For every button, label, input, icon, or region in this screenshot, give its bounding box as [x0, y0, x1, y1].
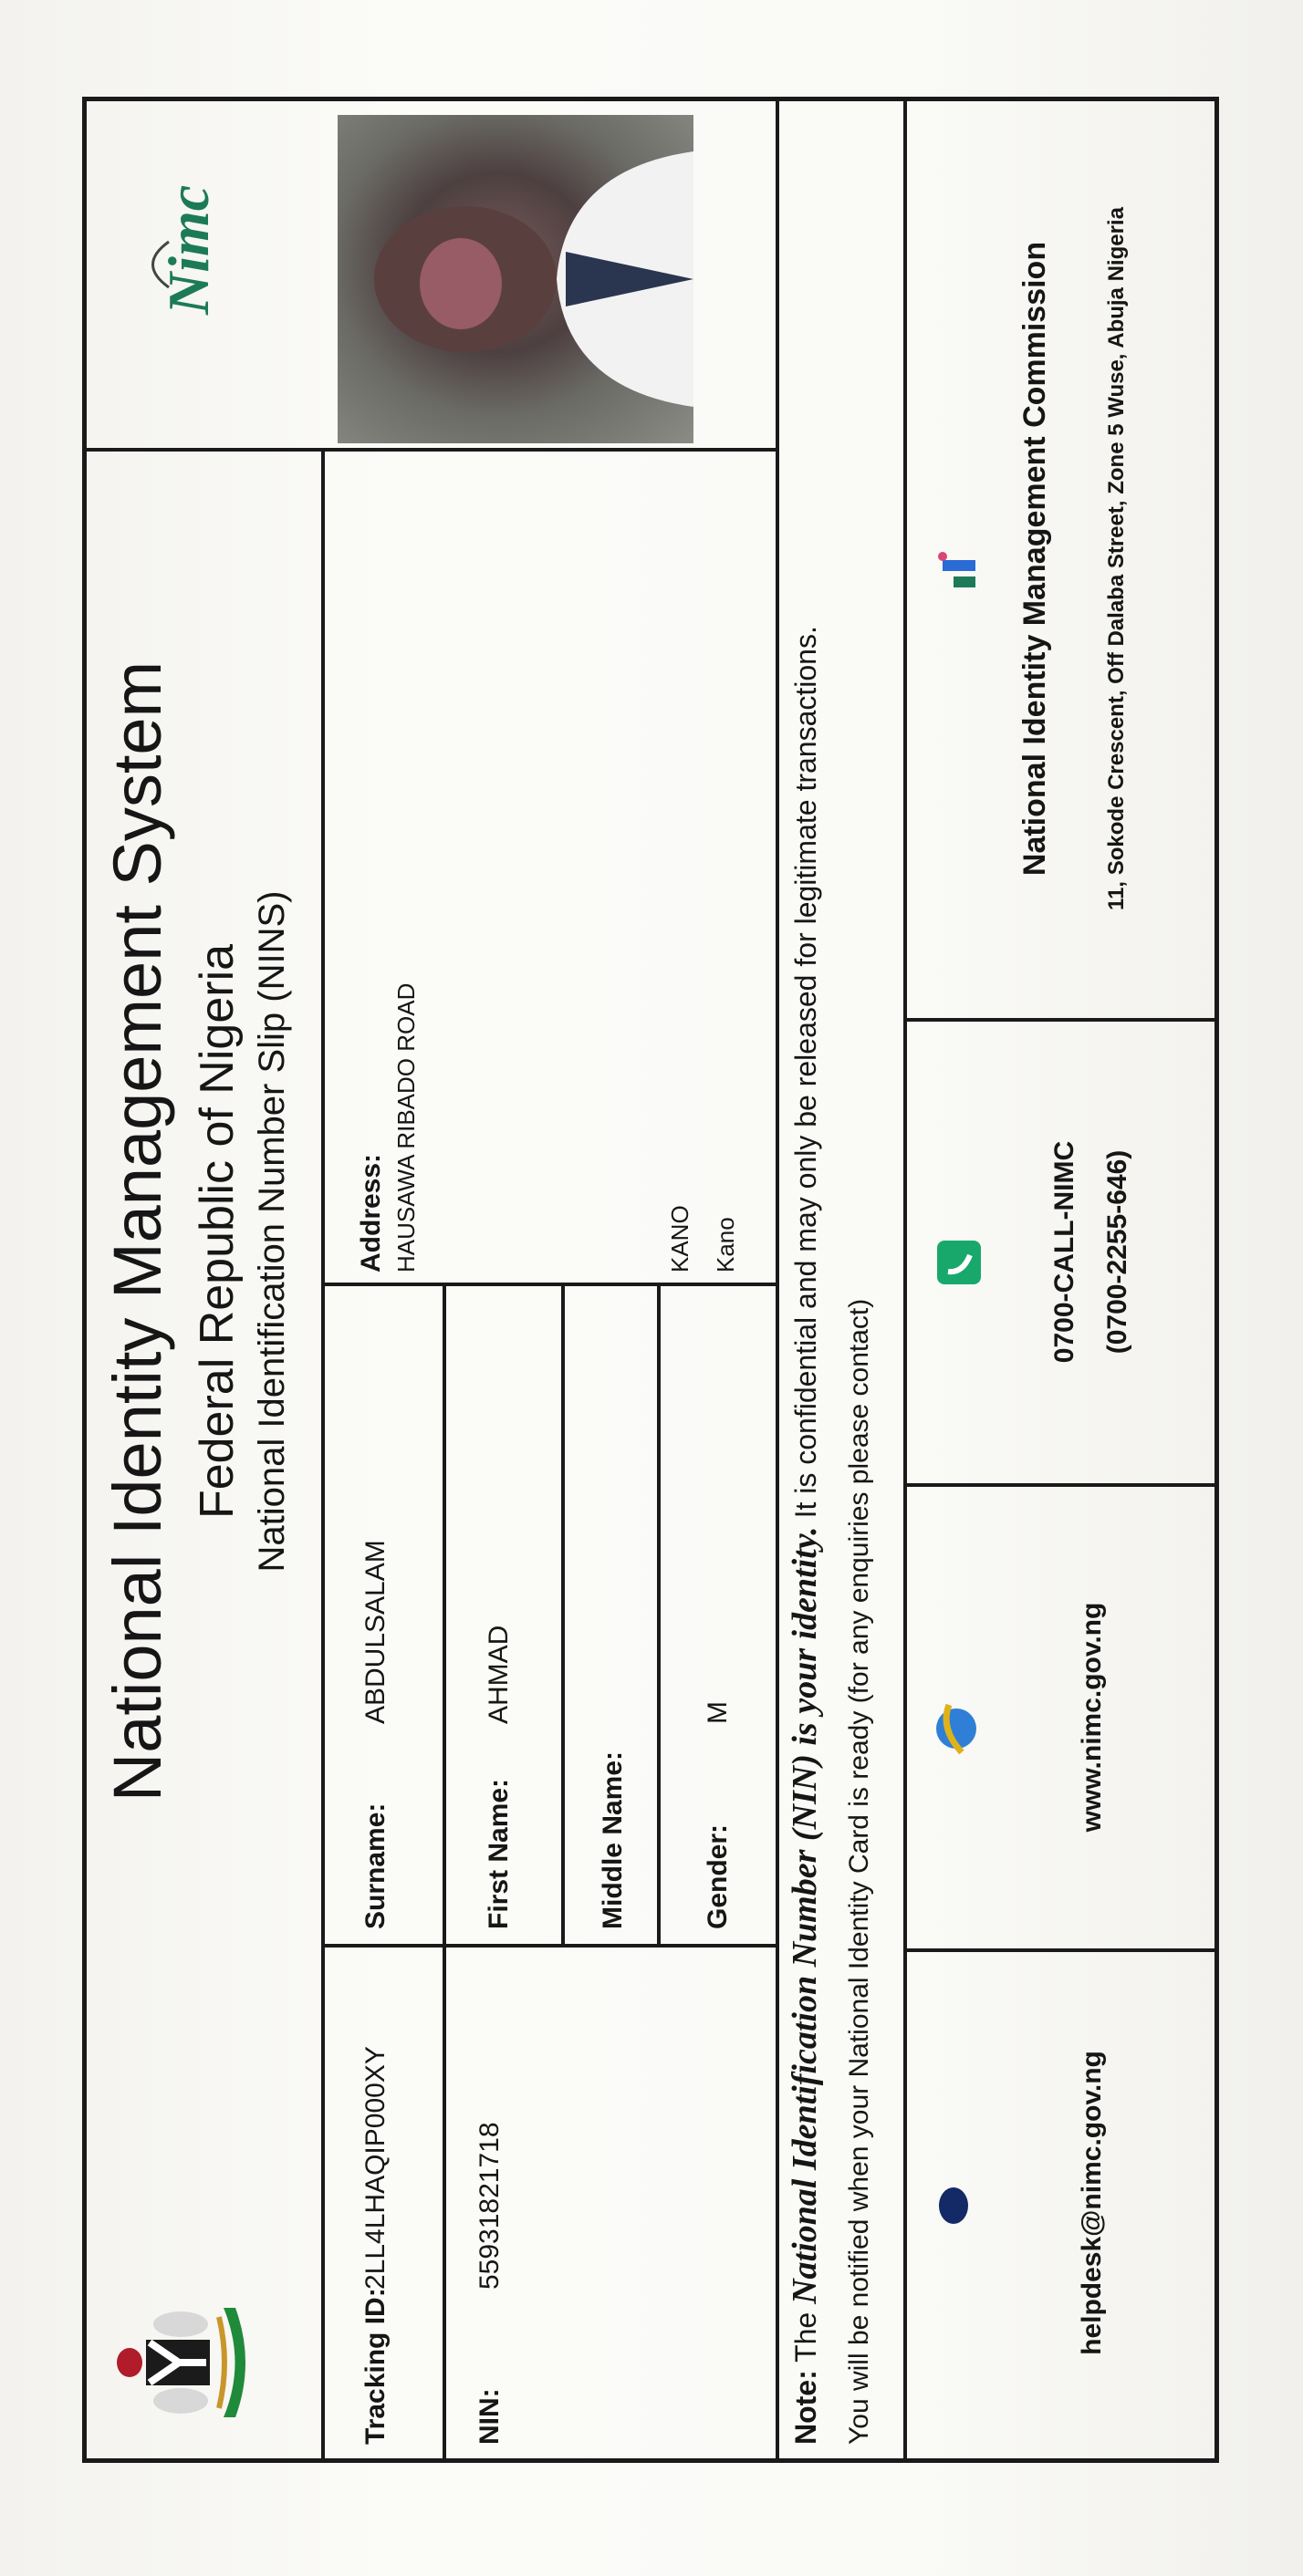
portrait-image: [338, 115, 693, 443]
org-name: National Identity Management Commission: [1017, 241, 1052, 877]
footer-divider-2: [903, 1483, 1219, 1487]
nin-slip: [82, 91, 1223, 2463]
address-label: Address:: [356, 1153, 386, 1272]
coat-of-arms-icon: [109, 2290, 255, 2436]
nin-label: NIN:: [474, 2388, 505, 2445]
address-line-2: KANO: [666, 1205, 693, 1272]
note-line-2: You will be notified when your National Identity Card is ready (for any enquiries please contact): [844, 1298, 874, 2445]
gender-value: M: [703, 1701, 733, 1724]
footer-top-line: [903, 97, 907, 2463]
slip-name: National Identification Number Slip (NINS): [252, 890, 292, 1573]
middle-name-label: Middle Name:: [598, 1750, 628, 1929]
row-divider-3: [657, 1286, 661, 1948]
row-divider-1: [443, 1286, 446, 2463]
country-subtitle: Federal Republic of Nigeria: [191, 943, 244, 1520]
note-the: The: [789, 2311, 822, 2363]
page-title: National Identity Management System: [99, 660, 175, 1802]
photo-divider: [82, 448, 776, 452]
phone-digits: (0700-2255-646): [1102, 1149, 1132, 1355]
nimc-small-logo-icon: [935, 547, 981, 593]
tracking-id-value: 2LL4LHAQIP000XY: [360, 2046, 391, 2290]
row-divider-2: [561, 1286, 565, 1948]
surname-value: ABDULSALAM: [360, 1540, 391, 1724]
first-name-value: AHMAD: [484, 1625, 514, 1724]
tracking-id-label: Tracking ID:: [360, 2288, 391, 2445]
nimc-logo: Nimc: [156, 184, 221, 315]
phone-icon: [935, 1239, 983, 1286]
id-column-divider: [321, 1944, 776, 1948]
note-line-1: [785, 626, 825, 2445]
org-address: 11, Sokode Crescent, Off Dalaba Street, Zone 5 Wuse, Abuja Nigeria: [1104, 207, 1129, 910]
nin-value: 55931821718: [474, 2122, 505, 2290]
gender-label: Gender:: [703, 1823, 733, 1929]
holder-photo: [338, 115, 693, 443]
helpdesk-email[interactable]: helpdesk@nimc.gov.ng: [1077, 2051, 1107, 2355]
first-name-label: First Name:: [484, 1778, 514, 1929]
note-top-line: [776, 97, 779, 2463]
surname-label: Surname:: [360, 1802, 391, 1929]
table-top-line: [321, 452, 325, 2463]
website-link[interactable]: www.nimc.gov.ng: [1077, 1602, 1107, 1833]
note-rest: It is confidential and may only be released for legitimate transactions.: [789, 626, 822, 1519]
phone-number[interactable]: 0700-CALL-NIMC: [1049, 1140, 1079, 1364]
address-line-1: HAUSAWA RIBADO ROAD: [392, 982, 420, 1272]
address-line-3: Kano: [712, 1217, 739, 1272]
address-divider: [321, 1283, 776, 1286]
email-icon: [935, 2186, 972, 2226]
footer-divider-1: [903, 1948, 1219, 1952]
note-emphasis: National Identification Number (NIN) is your identity.: [786, 1526, 824, 2304]
note-prefix: Note:: [789, 2370, 822, 2445]
browser-globe-icon: [931, 1701, 982, 1756]
